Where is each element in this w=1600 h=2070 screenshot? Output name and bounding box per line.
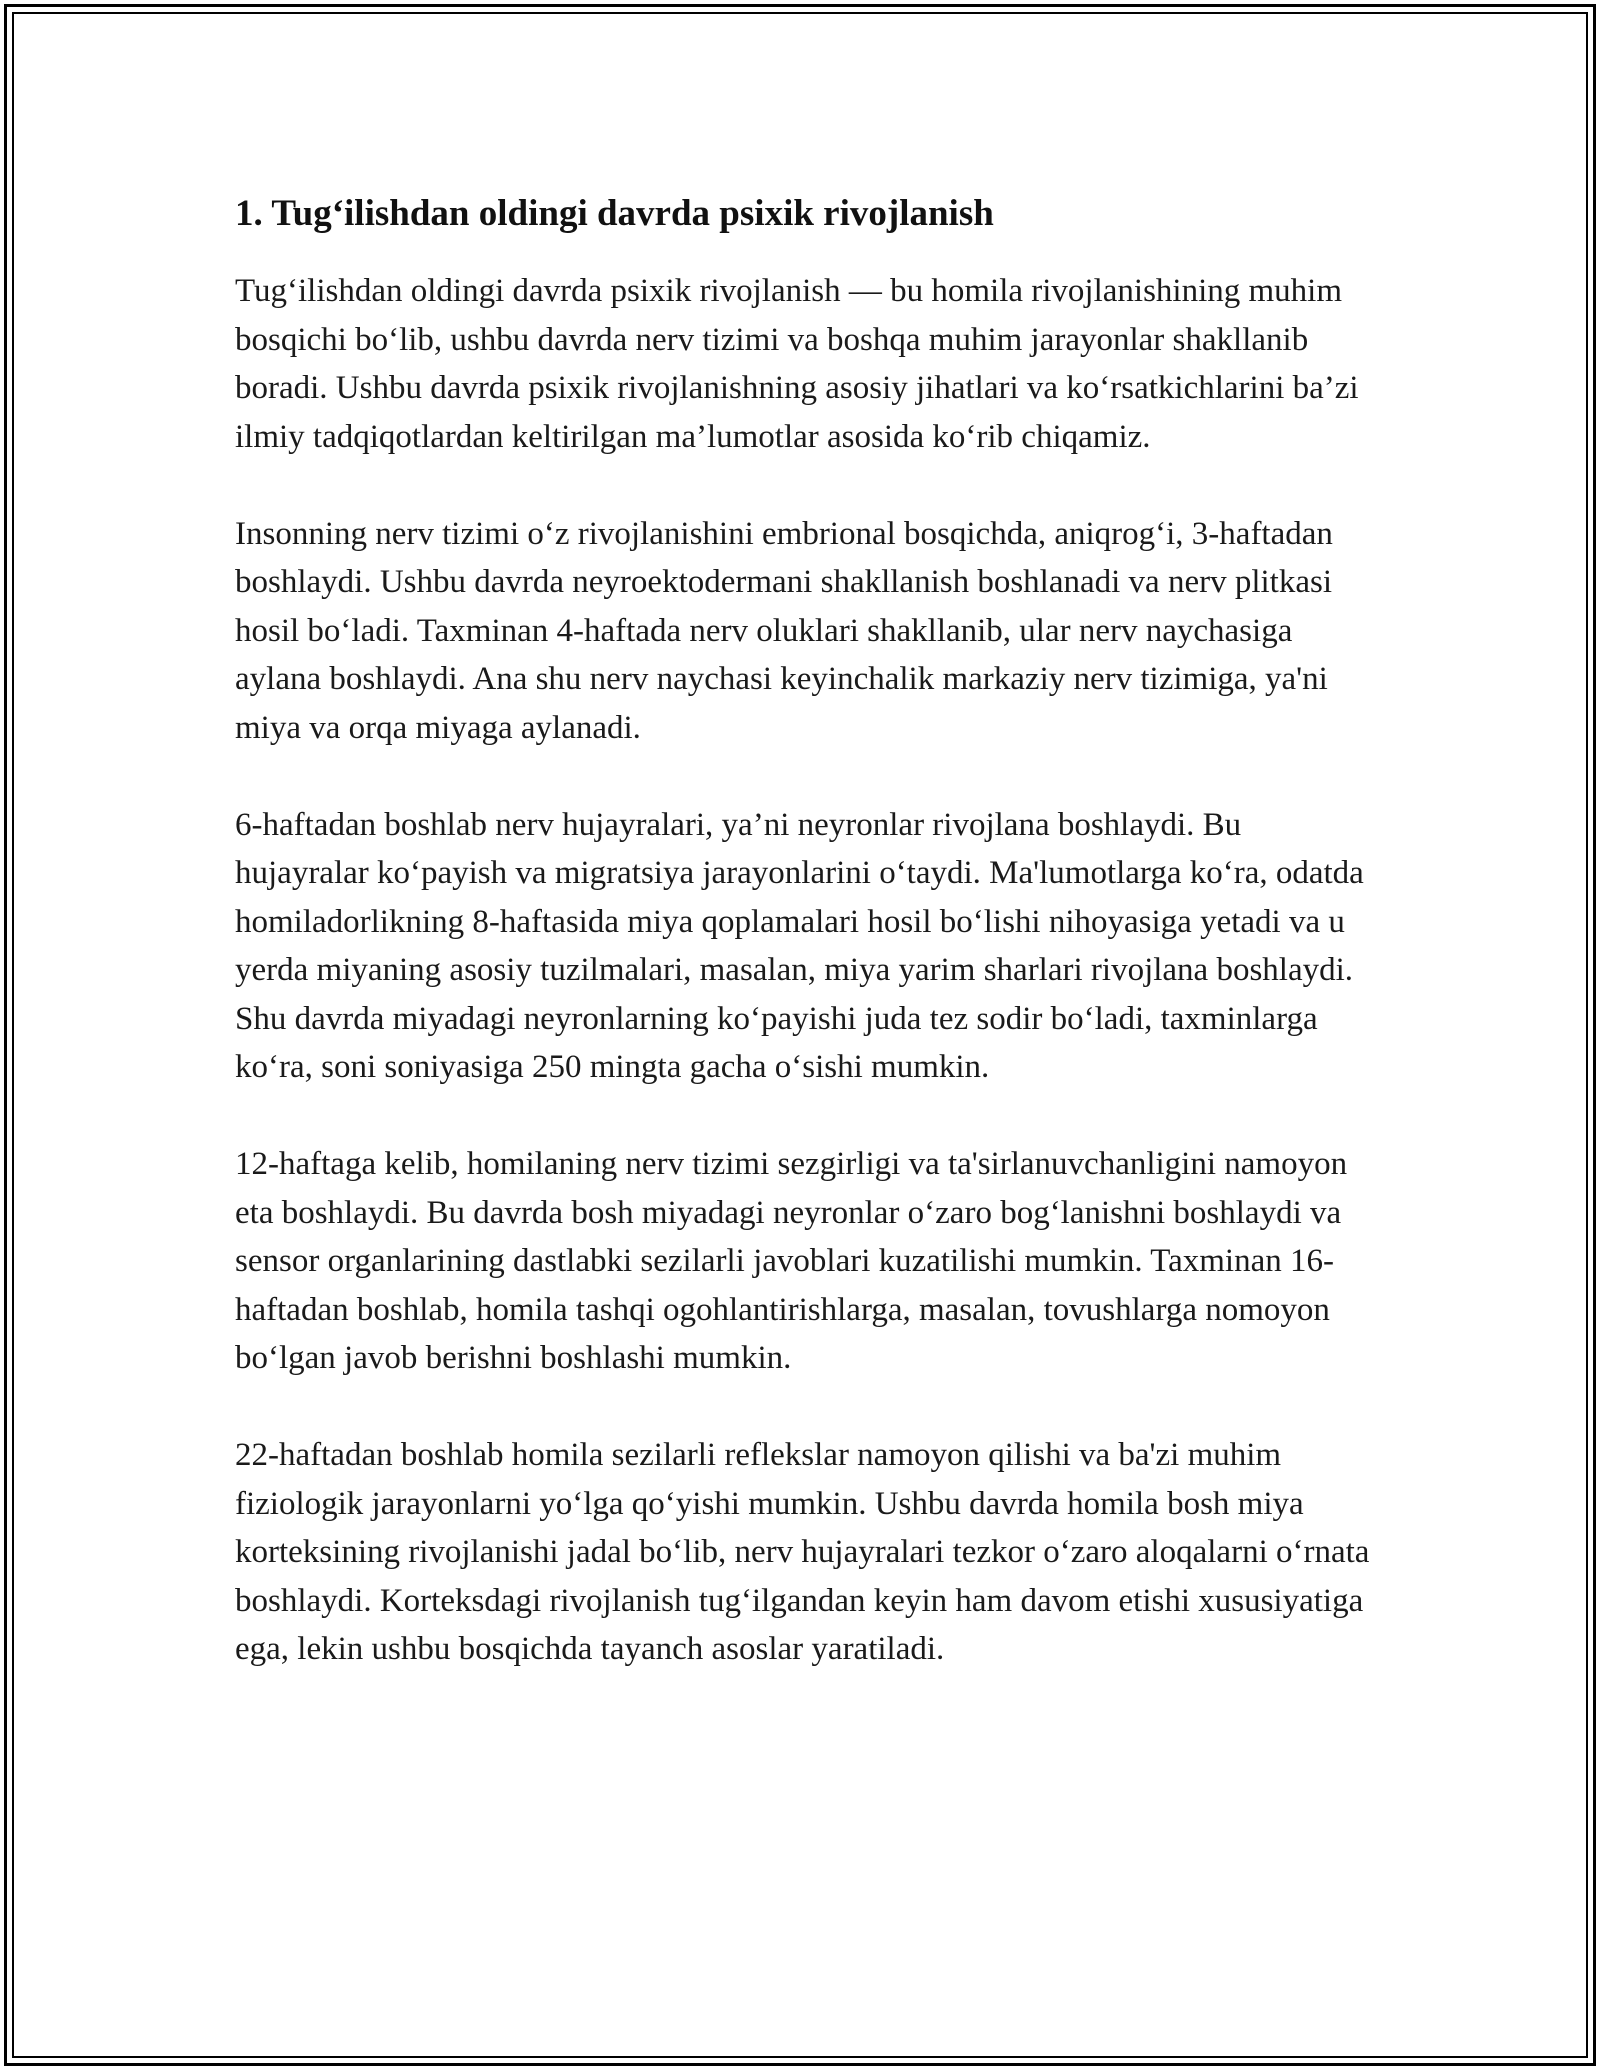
paragraph-5: 22-haftadan boshlab homila sezilarli reflekslar namoyon qilishi va ba'zi muhim fiziologik jarayonlarni yo‘lga qo‘yishi mumkin. Ushbu davrda homila bosh miya korteksining rivojlanishi jadal bo‘lib, nerv hujayralari tezkor o‘zaro aloqalarni o‘rnata boshlaydi. Korteksdagi rivojlanish tug‘ilgandan keyin ham davom etishi xususiyatiga ega, lekin ushbu bosqichda tayanch asoslar yaratiladi. [235,1437,1370,1667]
paragraph-1: Tug‘ilishdan oldingi davrda psixik rivojlanish — bu homila rivojlanishining muhim bosqichi bo‘lib, ushbu davrda nerv tizimi va boshqa muhim jarayonlar shakllanib boradi. Ushbu davrda psixik rivojlanishning asosiy jihatlari va ko‘rsatkichlarini ba’zi ilmiy tadqiqotlardan keltirilgan ma’lumotlar asosida ko‘rib chiqamiz. [235,273,1359,455]
paragraph-4: 12-haftaga kelib, homilaning nerv tizimi sezgirligi va ta'sirlanuvchanligini namoyon eta boshlaydi. Bu davrda bosh miyadagi neyronlar o‘zaro bog‘lanishni boshlaydi va sensor organlarining dastlabki sezilarli javoblari kuzatilishi mumkin. Taxminan 16-haftadan boshlab, homila tashqi ogohlantirishlarga, masalan, tovushlarga nomoyon bo‘lgan javob berishni boshlashi mumkin. [235,1146,1348,1376]
section-heading: 1. Tug‘ilishdan oldingi davrda psixik rivojlanish [235,193,994,234]
paragraph-3: 6-haftadan boshlab nerv hujayralari, ya’ni neyronlar rivojlana boshlaydi. Bu hujayralar ko‘payish va migratsiya jarayonlarini o‘taydi. Ma'lumotlarga ko‘ra, odatda homiladorlikning 8-haftasida miya qoplamalari hosil bo‘lishi nihoyasiga yetadi va u yerda miyaning asosiy tuzilmalari, masalan, miya yarim sharlari rivojlana boshlaydi. Shu davrda miyadagi neyronlarning ko‘payishi juda tez sodir bo‘ladi, taxminlarga ko‘ra, soni soniyasiga 250 mingta gacha o‘sishi mumkin. [235,806,1364,1085]
paragraph-2: Insonning nerv tizimi o‘z rivojlanishini embrional bosqichda, aniqrog‘i, 3-haftadan boshlaydi. Ushbu davrda neyroektodermani shakllanish boshlanadi va nerv plitkasi hosil bo‘ladi. Taxminan 4-haftada nerv oluklari shakllanib, ular nerv naychasiga aylana boshlaydi. Ana shu nerv naychasi keyinchalik markaziy nerv tizimiga, ya'ni miya va orqa miyaga aylanadi. [235,515,1333,746]
document-body [235,186,1370,1722]
